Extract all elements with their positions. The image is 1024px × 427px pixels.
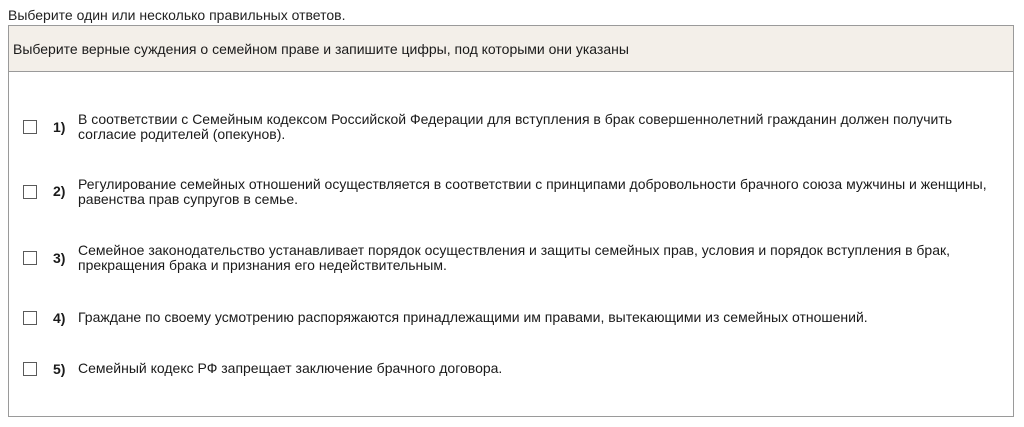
instruction-text: Выберите один или несколько правильных ответов. <box>8 7 346 23</box>
option-3-text: Семейное законодательство устанавливает порядок осуществления и защиты семейных прав, условия и порядок вступления в брак, прекращения брака и признания его недействительным. <box>78 242 951 273</box>
option-1-checkbox[interactable] <box>23 120 37 134</box>
option-3-number: 3) <box>53 250 66 266</box>
option-2-text: Регулирование семейных отношений осуществляется в соответствии с принципами добровольности брачного союза мужчины и женщины, равенства прав супругов в семье. <box>78 176 987 207</box>
option-1-number: 1) <box>53 119 66 135</box>
question-text: Выберите верные суждения о семейном праве и запишите цифры, под которыми они указаны <box>13 41 629 57</box>
option-3-checkbox[interactable] <box>23 251 37 265</box>
option-4-text: Граждане по своему усмотрению распоряжаются принадлежащими им правами, вытекающими из семейных отношений. <box>78 309 868 325</box>
option-5-number: 5) <box>53 361 66 377</box>
question-header <box>9 26 1013 72</box>
option-5-checkbox[interactable] <box>23 362 37 376</box>
question-box <box>8 25 1014 417</box>
option-1-text: В соответствии с Семейным кодексом Российской Федерации для вступления в брак совершеннолетний гражданин должен получить согласие родителей (опекунов). <box>78 111 953 142</box>
option-4-checkbox[interactable] <box>23 311 37 325</box>
option-2-number: 2) <box>53 183 66 199</box>
option-5-text: Семейный кодекс РФ запрещает заключение брачного договора. <box>78 360 503 376</box>
option-2-checkbox[interactable] <box>23 185 37 199</box>
option-4-number: 4) <box>53 310 66 326</box>
